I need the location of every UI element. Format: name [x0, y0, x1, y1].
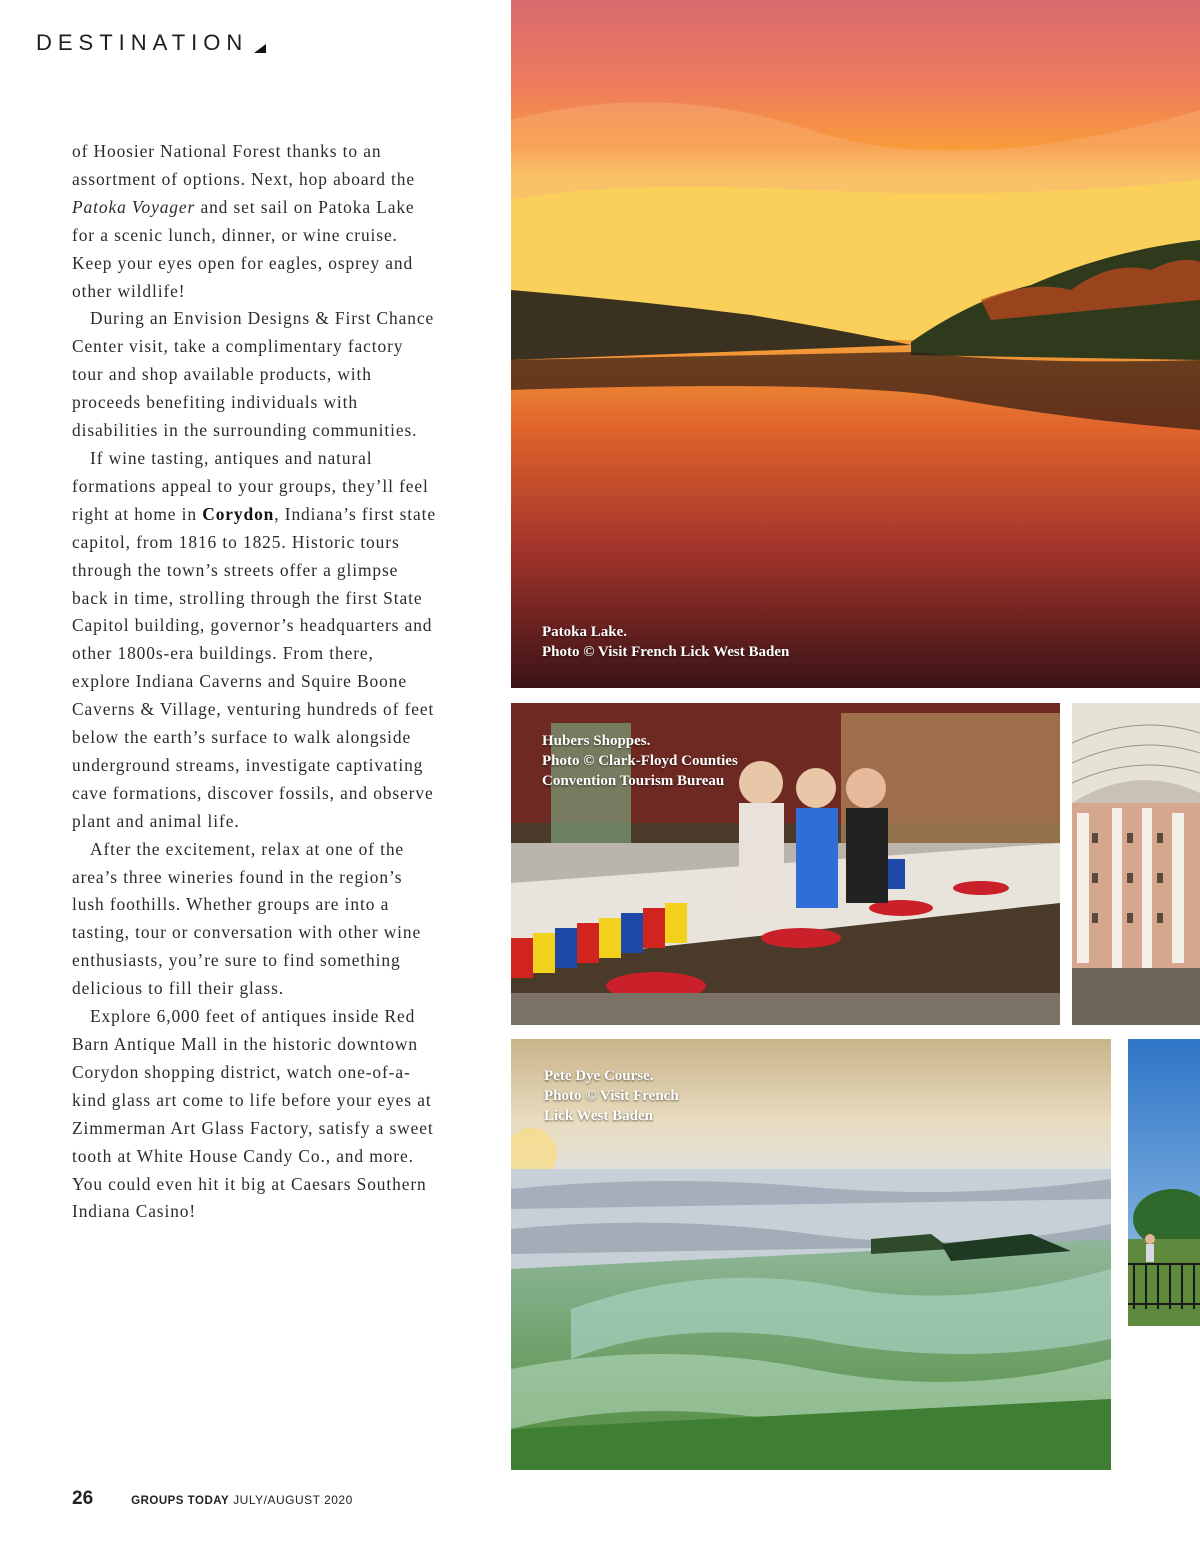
page-number: 26: [72, 1488, 94, 1509]
patoka-lake-caption: Patoka Lake. Photo © Visit French Lick West Baden: [542, 624, 790, 660]
section-label: [36, 30, 266, 56]
article-body: [72, 138, 437, 1226]
paragraph-4: After the excitement, relax at one of the area’s three wineries found in the region’s lush foothills. Whether groups are into a tasting, tour or conversation with other wine enthusiasts, you’re sure to find something delicious to fill their glass.: [72, 838, 422, 999]
triangle-icon: [254, 44, 266, 53]
paragraph-2: During an Envision Designs & First Chance Center visit, take a complimentary factory tour and shop available products, with proceeds benefiting individuals with disabilities in the surrounding communities.: [72, 308, 435, 441]
town-name: Corydon: [202, 503, 275, 524]
pete-dye-course-caption: Pete Dye Course. Photo © Visit French Lick West Baden: [544, 1068, 679, 1124]
paragraph-1: of Hoosier National Forest thanks to an assortment of options. Next, hop aboard the Patoka Voyager and set sail on Patoka Lake for a scenic lunch, dinner, or wine cruise. Keep your eyes open for eagles, osprey and other wildlife!: [72, 141, 415, 301]
hubers-shoppes-caption: Hubers Shoppes. Photo © Clark-Floyd Counties Convention Tourism Bureau: [542, 733, 738, 789]
issue-date: JULY/AUGUST 2020: [233, 1493, 353, 1507]
paragraph-5: Explore 6,000 feet of antiques inside Red Barn Antique Mall in the historic downtown Corydon shopping district, watch one-of-a-kind glass art come to life before your eyes at Zimmerman Art Glass Factory, satisfy a sweet tooth at White House Candy Co., and more. You could even hit it big at Caesars Southern Indiana Casino!: [72, 1006, 434, 1222]
hotel-atrium-photo: [1072, 703, 1200, 1025]
park-photo: [1128, 1039, 1200, 1326]
pete-dye-course-photo: [511, 1039, 1111, 1470]
patoka-lake-photo: [511, 0, 1200, 688]
hubers-shoppes-photo: [511, 703, 1060, 1025]
vessel-name: Patoka Voyager: [72, 196, 196, 217]
page-footer: [72, 1488, 353, 1510]
paragraph-3: If wine tasting, antiques and natural formations appeal to your groups, they’ll feel right at home in Corydon, Indiana’s first state capitol, from 1816 to 1825. Historic tours through the town’s streets offer a glimpse back in time, strolling through the first State Capitol building, governor’s headquarters and other 1800s-era buildings. From there, explore Indiana Caverns and Squire Boone Caverns & Village, venturing hundreds of feet below the earth’s surface to walk alongside underground streams, investigate captivating cave formations, discover fossils, and observe plant and animal life.: [72, 447, 436, 831]
publication-name: GROUPS TODAY: [131, 1495, 230, 1507]
section-title: DESTINATION: [36, 30, 249, 55]
